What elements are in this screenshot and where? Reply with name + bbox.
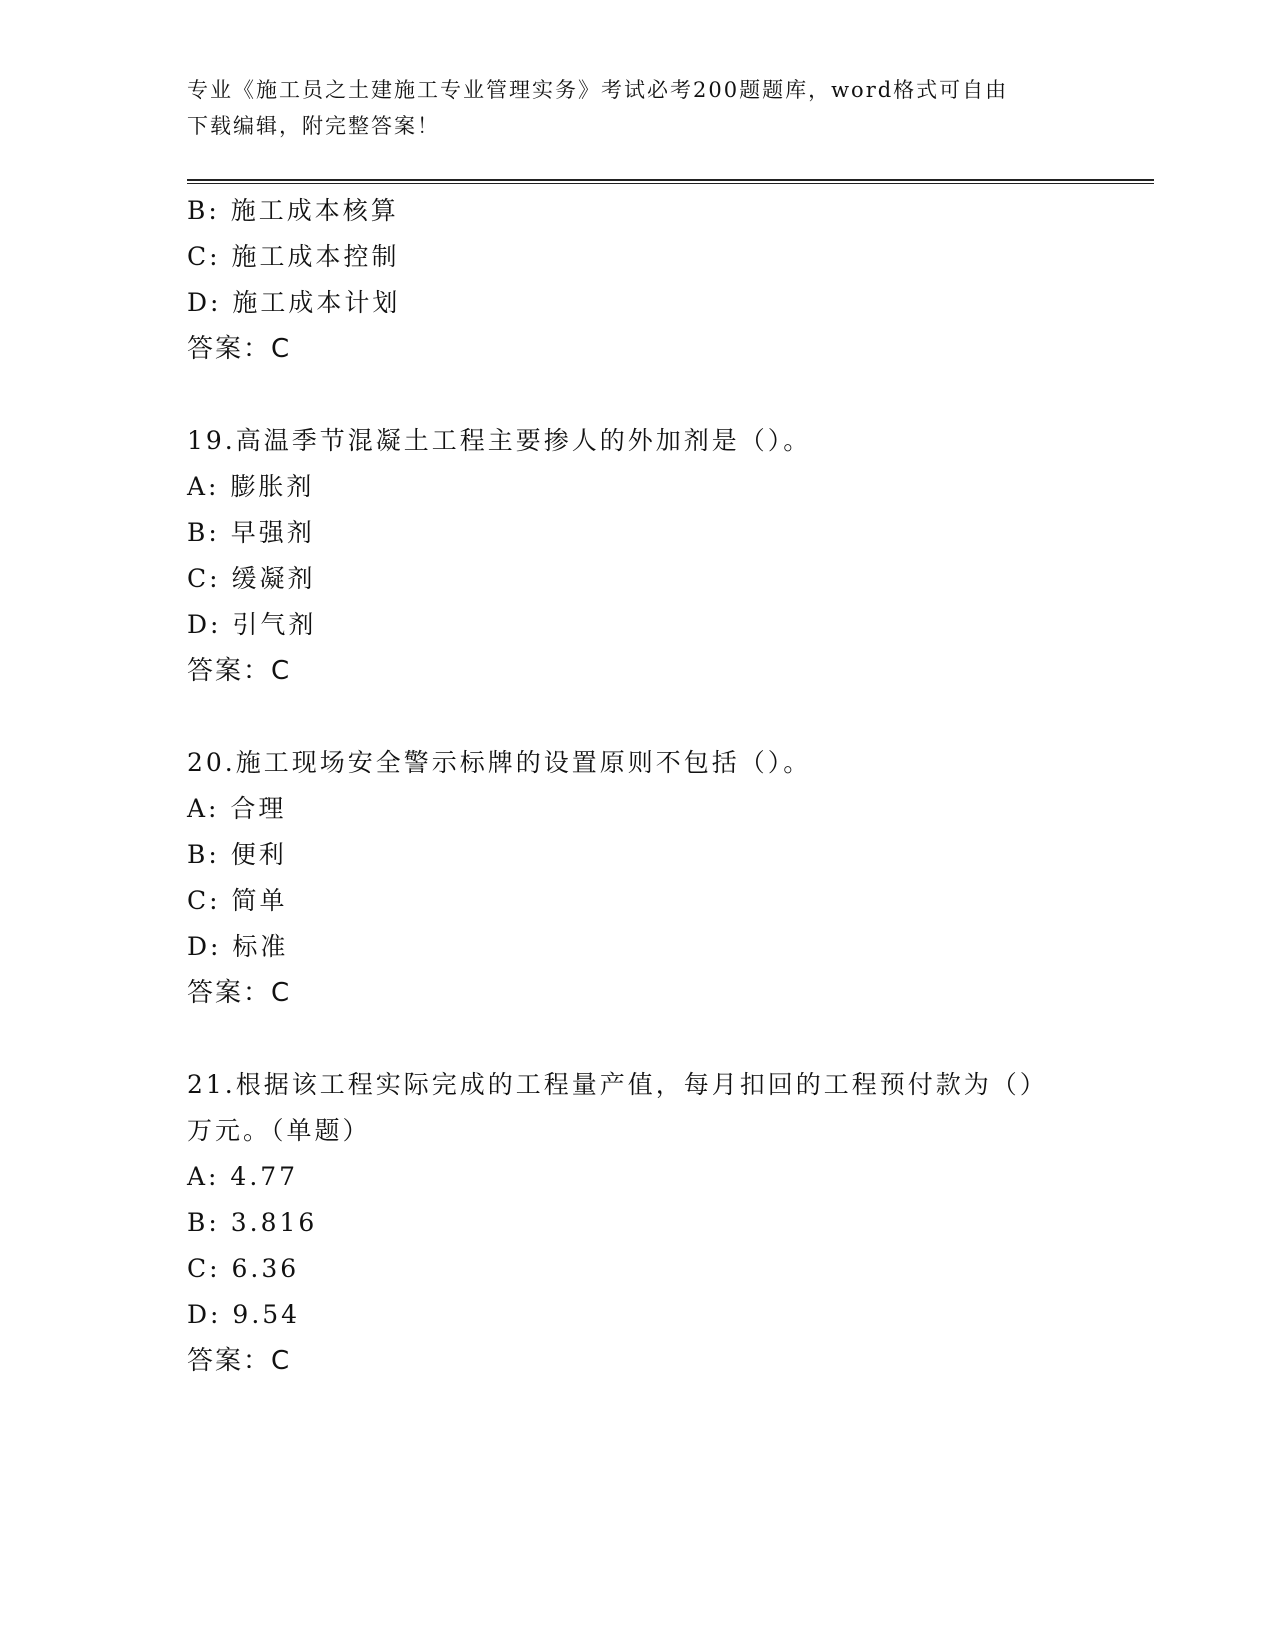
document-header [187, 72, 1067, 144]
answer-line: 答案：C [187, 1346, 292, 1376]
option-b: B: 3.816 [187, 1208, 318, 1237]
question-19 [187, 418, 1087, 694]
question-stem-line-1: 21.根据该工程实际完成的工程量产值，每月扣回的工程预付款为（） [187, 1070, 1048, 1099]
question-stem-line-2: 万元。（单题） [187, 1116, 371, 1145]
header-line-2: 下载编辑，附完整答案！ [187, 114, 440, 138]
option-a: A: 合理 [187, 794, 287, 823]
question-18-continued [187, 188, 1087, 372]
question-stem: 19.高温季节混凝土工程主要掺人的外加剂是（）。 [187, 426, 812, 455]
question-21 [187, 1062, 1087, 1384]
option-c: C: 施工成本控制 [187, 242, 400, 271]
option-c: C: 6.36 [187, 1254, 300, 1283]
option-b: B: 便利 [187, 840, 287, 869]
option-d: D: 标准 [187, 932, 289, 961]
answer-line: 答案：C [187, 978, 292, 1008]
option-a: A: 膨胀剂 [187, 472, 315, 501]
option-c: C: 缓凝剂 [187, 564, 316, 593]
answer-line: 答案：C [187, 334, 292, 364]
header-line-1: 专业《施工员之土建施工专业管理实务》考试必考200题题库，word格式可自由 [187, 78, 1009, 102]
question-20 [187, 740, 1087, 1016]
option-d: D: 引气剂 [187, 610, 317, 639]
option-d: D: 9.54 [187, 1300, 301, 1329]
option-b: B: 施工成本核算 [187, 196, 399, 225]
header-divider [187, 179, 1154, 184]
option-a: A: 4.77 [187, 1162, 299, 1191]
question-list [187, 188, 1087, 1384]
question-stem: 20.施工现场安全警示标牌的设置原则不包括（）。 [187, 748, 812, 777]
answer-line: 答案：C [187, 656, 292, 686]
option-d: D: 施工成本计划 [187, 288, 401, 317]
option-c: C: 简单 [187, 886, 288, 915]
option-b: B: 早强剂 [187, 518, 315, 547]
